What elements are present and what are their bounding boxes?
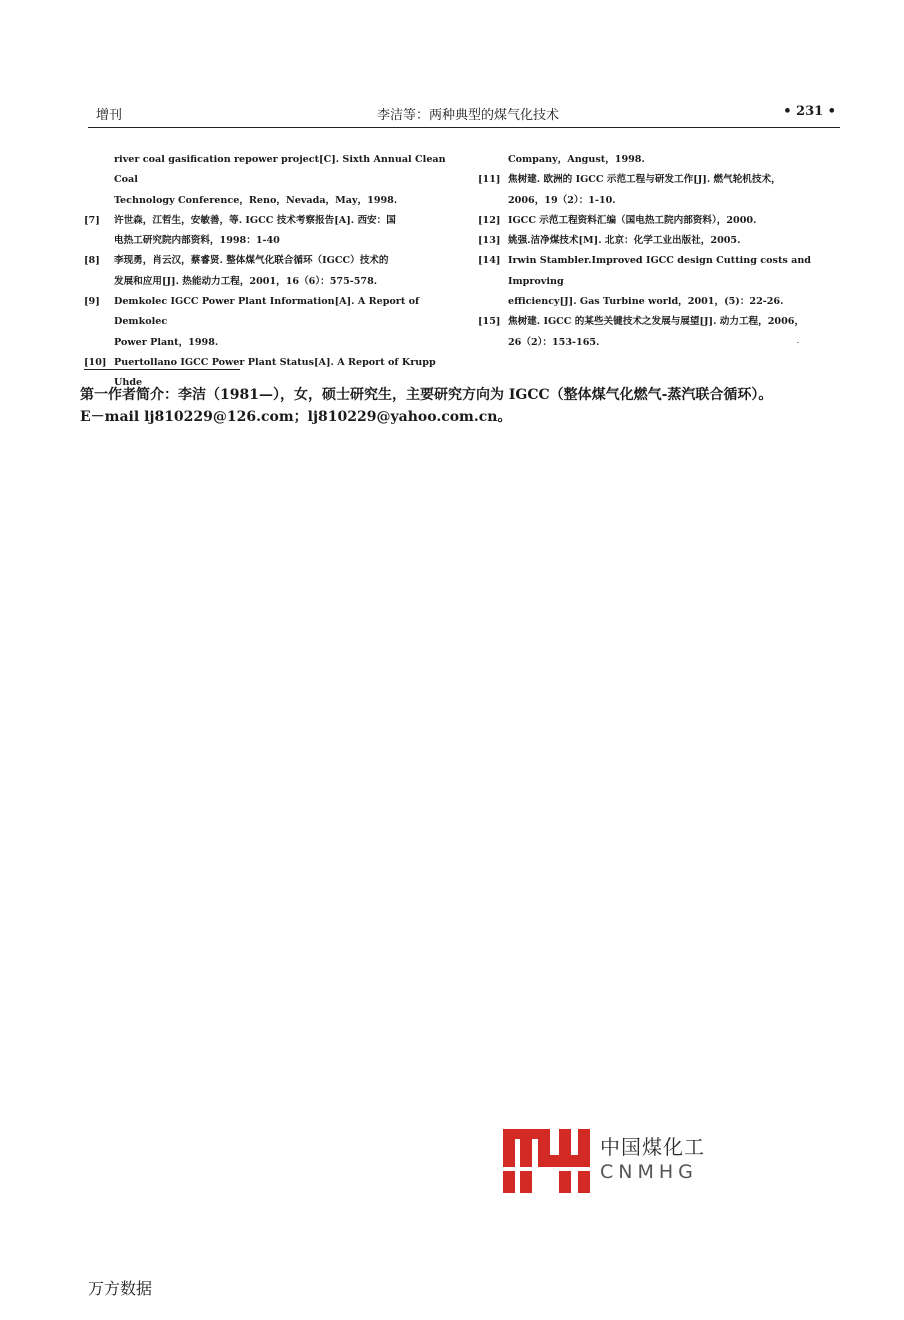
reference-line	[84, 272, 456, 292]
cnmhg-logo	[503, 1129, 723, 1193]
reference-line	[478, 231, 844, 251]
reference-text: 发展和应用[J]. 热能动力工程，2001，16（6）：575-578.	[114, 275, 378, 287]
reference-line	[478, 292, 844, 312]
author-bio: 第一作者简介：李洁（1981—），女，硕士研究生，主要研究方向为 IGCC（整体煤气化燃气-蒸汽联合循环）。	[80, 387, 773, 403]
reference-line	[84, 231, 456, 251]
reference-text: Technology Conference，Reno，Nevada，May，1998.	[114, 194, 398, 206]
reference-text: 2006，19（2）：1-10.	[508, 194, 616, 206]
scan-speck	[797, 342, 799, 343]
logo-chinese-name: 中国煤化工	[600, 1135, 705, 1159]
footnote-rule	[84, 369, 240, 370]
references-right-column	[478, 150, 844, 353]
reference-line	[84, 292, 456, 333]
reference-text: IGCC 示范工程资料汇编（国电热工院内部资料），2000.	[508, 214, 757, 226]
reference-line	[478, 191, 844, 211]
source-watermark: 万方数据	[88, 1279, 153, 1298]
reference-number: [12]	[478, 214, 501, 226]
header-section-label: 增刊	[96, 108, 123, 123]
reference-text: river coal gasification repower project[C]. Sixth Annual Clean Coal	[114, 154, 446, 186]
reference-text: 焦树建. 欧洲的 IGCC 示范工程与研发工作[J]. 燃气轮机技术，	[508, 174, 781, 186]
author-email: E－mail lj810229@126.com；lj810229@yahoo.com.cn。	[80, 409, 512, 425]
reference-text: 电热工研究院内部资料，1998：1-40	[114, 235, 280, 247]
reference-number: [15]	[478, 316, 501, 328]
cnmhg-logo-mark-icon	[503, 1129, 593, 1193]
reference-number: [10]	[84, 356, 107, 368]
reference-line	[478, 251, 844, 292]
references-left-column	[84, 150, 456, 394]
reference-number: [14]	[478, 255, 501, 267]
reference-line	[478, 211, 844, 231]
reference-text: Demkolec IGCC Power Plant Information[A]. A Report of Demkolec	[114, 296, 420, 328]
logo-english-name: CNMHG	[600, 1161, 698, 1183]
reference-line	[84, 211, 456, 231]
reference-number: [7]	[84, 214, 100, 226]
reference-line	[478, 312, 844, 332]
reference-line	[84, 251, 456, 271]
reference-number: [8]	[84, 255, 100, 267]
reference-text: 焦树建. IGCC 的某些关键技术之发展与展望[J]. 动力工程，2006，	[508, 316, 805, 328]
reference-text: Irwin Stambler.Improved IGCC design Cutting costs and Improving	[508, 255, 812, 287]
reference-number: [13]	[478, 235, 501, 247]
reference-text: Power Plant，1998.	[114, 336, 219, 348]
reference-text: 26（2）：153-165.	[508, 336, 600, 348]
header-article-title: 李洁等：两种典型的煤气化技术	[376, 108, 559, 123]
reference-line	[478, 150, 844, 170]
reference-line	[478, 333, 844, 353]
reference-line	[84, 150, 456, 191]
header-rule	[88, 127, 840, 128]
author-footnote	[80, 384, 850, 428]
reference-text: 许世森，江哲生，安敏善，等. IGCC 技术考察报告[A]. 西安：国	[114, 214, 396, 226]
reference-line	[84, 333, 456, 353]
reference-text: Company，Angust，1998.	[508, 154, 645, 165]
reference-number: [11]	[478, 174, 501, 186]
reference-number: [9]	[84, 296, 100, 308]
reference-text: 李现勇，肖云汉，蔡睿贤. 整体煤气化联合循环（IGCC）技术的	[114, 255, 389, 267]
reference-line	[84, 191, 456, 211]
reference-line	[478, 170, 844, 190]
reference-text: 姚强.洁净煤技术[M]. 北京：化学工业出版社，2005.	[508, 235, 741, 247]
reference-text: Puertollano IGCC Power Plant Status[A]. A Report of Krupp Uhde	[114, 356, 436, 389]
page-number: • 231 •	[783, 104, 836, 119]
running-header	[96, 104, 840, 126]
reference-text: efficiency[J]. Gas Turbine world，2001，(5)：22-26.	[508, 296, 784, 308]
